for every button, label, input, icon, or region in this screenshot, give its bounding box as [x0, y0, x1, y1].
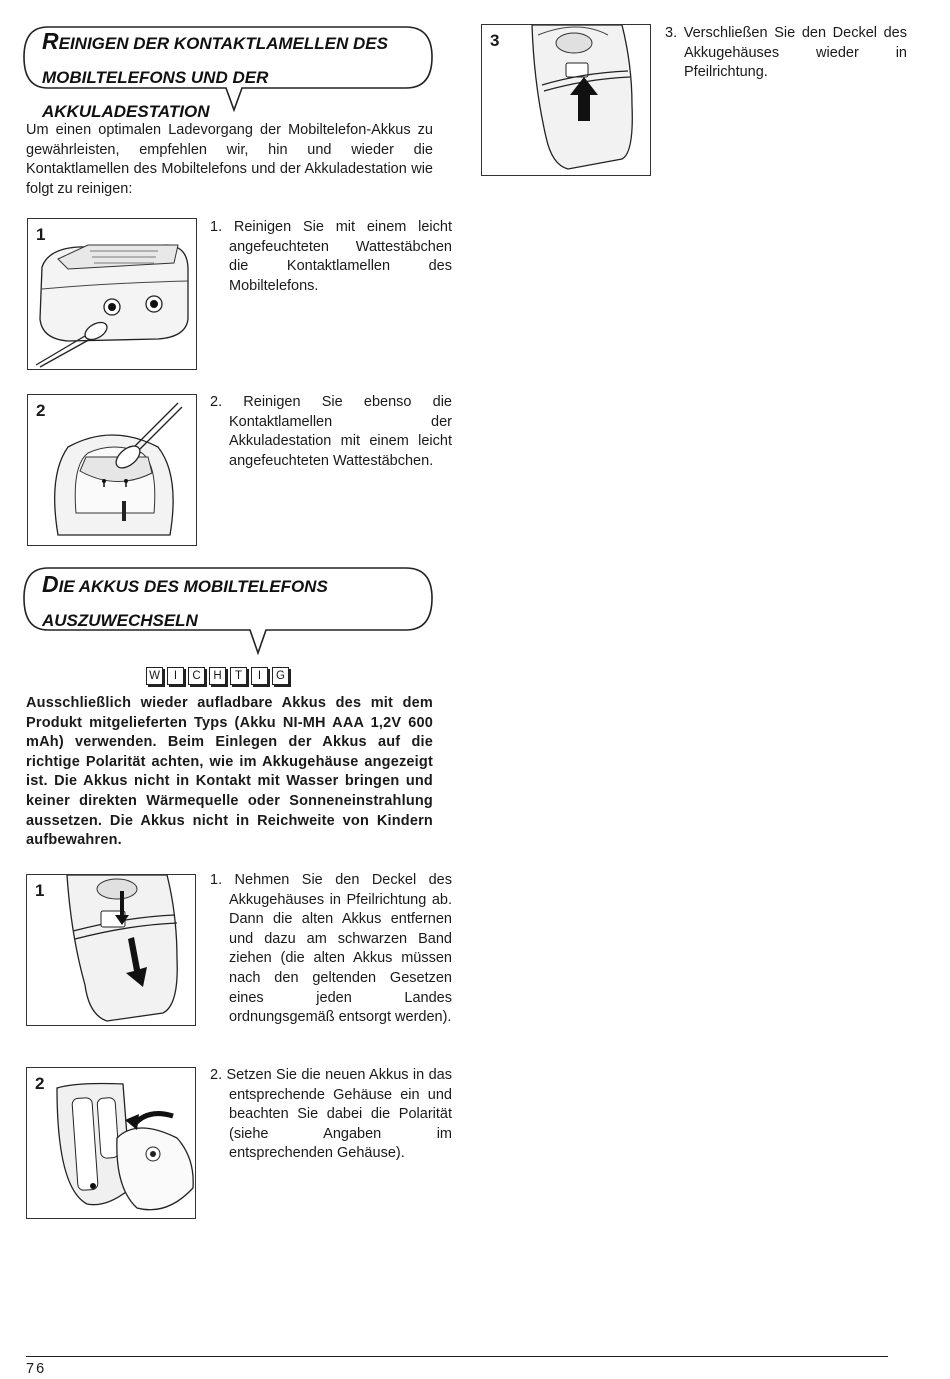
- section2-figure-2: [26, 1067, 196, 1219]
- important-letter: C: [188, 667, 205, 685]
- remove-battery-cover-illustration: [27, 875, 195, 1025]
- section2-step-1: 1. Nehmen Sie den Deckel des Akkugehäuses in Pfeilrichtung ab. Dann die alten Akkus entfernen und dazu am schwarzen Band ziehen (die alten Akkus müssen nach den geltenden Gesetzen eines jeden Landes ordnungsgemäß entsorgt werden).: [210, 872, 452, 1026]
- footer-rule: [26, 1356, 888, 1357]
- figure-number: 1: [35, 881, 45, 900]
- figure-number: 1: [36, 225, 46, 244]
- insert-batteries-illustration: [27, 1068, 195, 1218]
- figure-number: 2: [36, 401, 46, 420]
- section2-title-cap: D: [42, 571, 59, 597]
- section1-title: [42, 24, 426, 129]
- important-letter: I: [251, 667, 268, 685]
- phone-contacts-illustration: [28, 219, 196, 369]
- section2-title-line2: AUSZUWECHSELN: [42, 611, 198, 630]
- section1-figure-1: [27, 218, 197, 370]
- figure-number: 3: [490, 31, 500, 50]
- important-letter: T: [230, 667, 247, 685]
- important-letter: H: [209, 667, 226, 685]
- close-battery-cover-illustration: [482, 25, 650, 175]
- section2-title-line1: IE AKKUS DES MOBILTELEFONS: [58, 577, 328, 596]
- section1-title-line1: EINIGEN DER KONTAKTLAMELLEN DES: [58, 34, 388, 53]
- section1-title-line2: MOBILTELEFONS UND DER AKKULADESTATION: [42, 68, 269, 121]
- figure-number: 2: [35, 1074, 45, 1093]
- section1-step-3: 3. Verschließen Sie den Deckel des Akkugehäuses wieder in Pfeilrichtung.: [665, 25, 907, 81]
- section1-figure-2: [27, 394, 197, 546]
- important-letter: I: [167, 667, 184, 685]
- page-number: 76: [26, 1361, 47, 1377]
- section1-figure-3: [481, 24, 651, 176]
- battery-warning-text: Ausschließlich wieder aufladbare Akkus des mit dem Produkt mitgelieferten Typs (Akku NI-MH AAA 1,2V 600 mAh) verwenden. Beim Einlegen der Akkus auf die richtige Polarität achten, wie im Akkugehäuse angezeigt ist. Die Akkus nicht in Kontakt mit Wasser bringen und keiner direkten Wärmequelle oder Sonneneinstrahlung aussetzen. Die Akkus nicht in Reichweite von Kindern aufbewahren.: [26, 695, 433, 849]
- charging-station-illustration: [28, 395, 196, 545]
- section2-title: [42, 567, 426, 638]
- section2-step-2: 2. Setzen Sie die neuen Akkus in das entsprechende Gehäuse ein und beachten Sie dabei die Polarität (siehe Angaben im entsprechenden Gehäuse).: [210, 1067, 452, 1162]
- section2-figure-1: [26, 874, 196, 1026]
- important-letter: G: [272, 667, 289, 685]
- important-letter: W: [146, 667, 163, 685]
- section1-title-cap: R: [42, 28, 59, 54]
- section1-step-1: 1. Reinigen Sie mit einem leicht angefeuchteten Wattestäbchen die Kontaktlamellen des Mobiltelefons.: [210, 219, 452, 294]
- important-label: [146, 667, 289, 685]
- section1-intro: Um einen optimalen Ladevorgang der Mobiltelefon-Akkus zu gewährleisten, empfehlen wir, hin und wieder die Kontaktlamellen des Mobiltelefons und der Akkuladestation wie folgt zu reinigen:: [26, 122, 433, 197]
- section1-step-2: 2. Reinigen Sie ebenso die Kontaktlamellen der Akkuladestation mit einem leicht angefeuchteten Wattestäbchen.: [210, 394, 452, 469]
